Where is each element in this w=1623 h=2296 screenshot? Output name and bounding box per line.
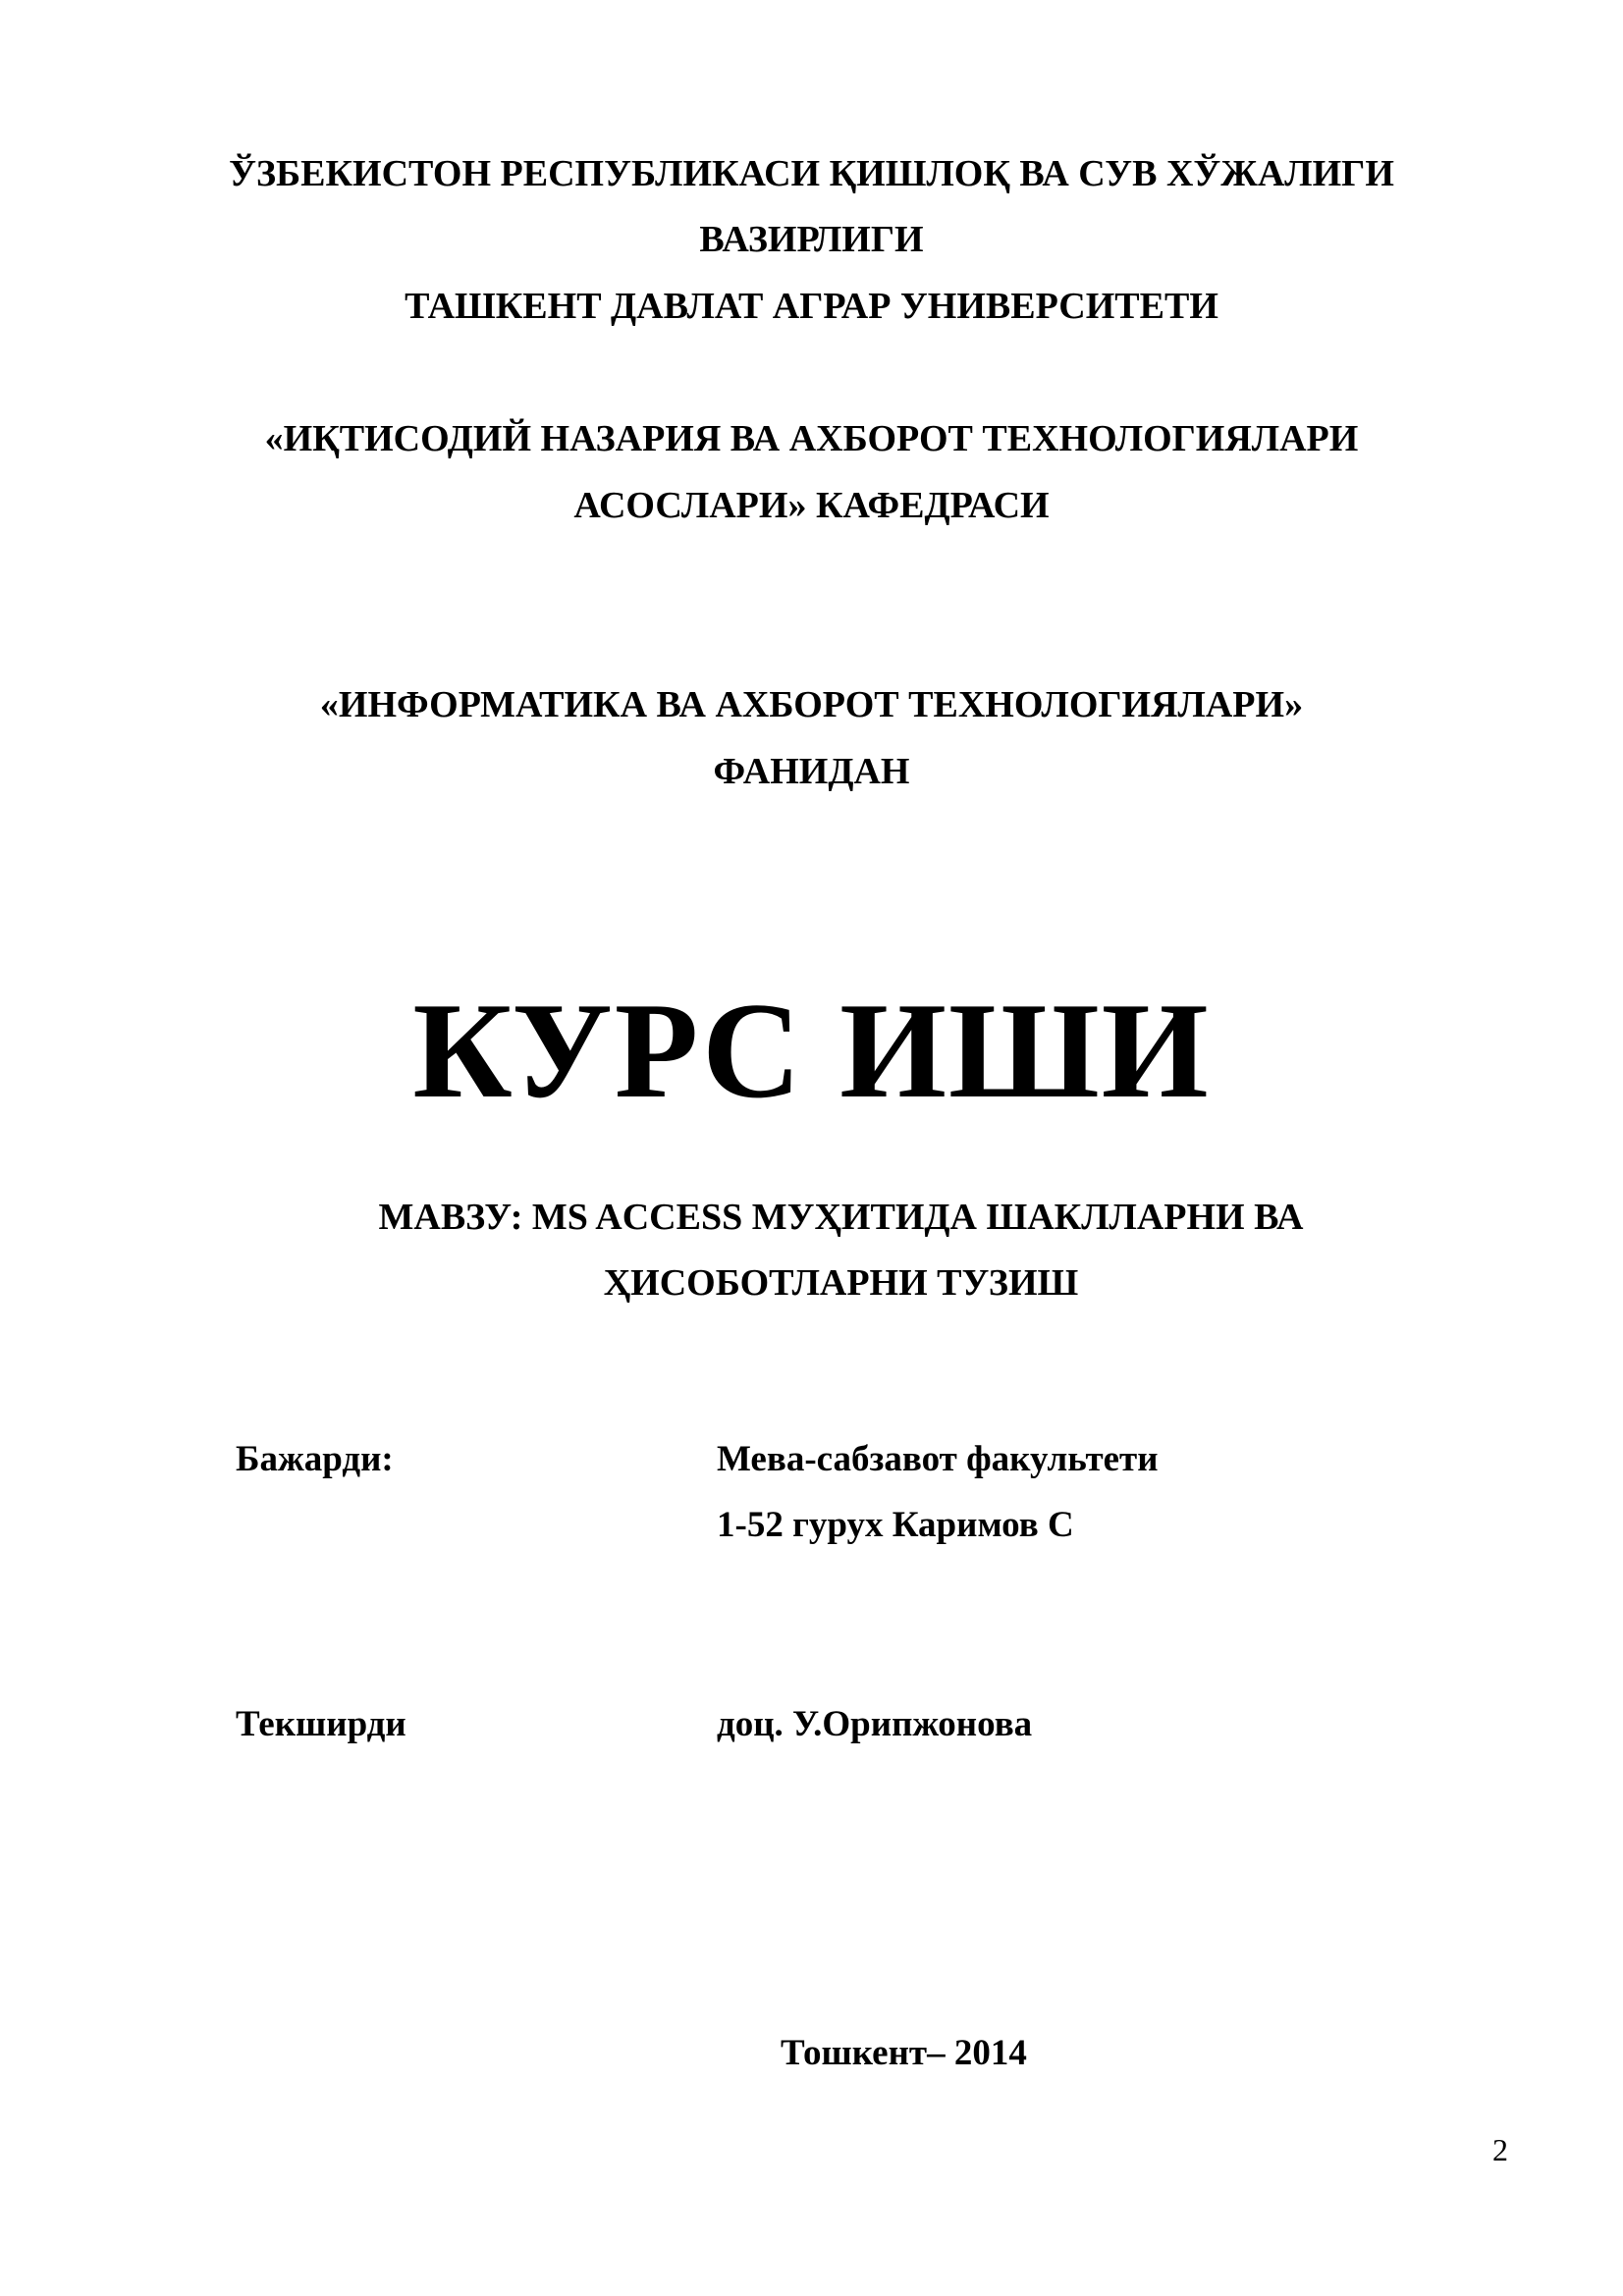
checked-reviewer: доц. У.Орипжонова	[717, 1704, 1033, 1744]
city-year: Тошкент– 2014	[781, 2033, 1027, 2073]
performed-student: 1-52 гурух Каримов С	[717, 1505, 1074, 1545]
university-name: ТАШКЕНТ ДАВЛАТ АГРАР УНИВЕРСИТЕТИ	[405, 286, 1218, 327]
checked-label: Текширди	[236, 1704, 406, 1744]
ministry-line-2: ВАЗИРЛИГИ	[699, 219, 924, 260]
page-number: 2	[1492, 2132, 1508, 2167]
performed-faculty: Мева-сабзавот факультети	[717, 1439, 1159, 1479]
topic-line-2: ҲИСОБОТЛАРНИ ТУЗИШ	[603, 1262, 1079, 1304]
ministry-line-1: ЎЗБЕКИСТОН РЕСПУБЛИКАСИ ҚИШЛОҚ ВА СУВ ХЎЖАЛИГИ	[229, 153, 1394, 194]
subject-line-1: «ИНФОРМАТИКА ВА АХБОРОТ ТЕХНОЛОГИЯЛАРИ»	[319, 684, 1304, 725]
topic-line-1: МАВЗУ: MS ACCESS МУҲИТИДА ШАКЛЛАРНИ ВА	[378, 1197, 1304, 1238]
document-title: КУРС ИШИ	[412, 975, 1211, 1127]
performed-label: Бажарди:	[236, 1439, 394, 1479]
subject-line-2: ФАНИДАН	[713, 751, 910, 792]
department-line-1: «ИҚТИСОДИЙ НАЗАРИЯ ВА АХБОРОТ ТЕХНОЛОГИЯЛАРИ	[264, 418, 1359, 459]
department-line-2: АСОСЛАРИ» КАФЕДРАСИ	[573, 485, 1050, 526]
